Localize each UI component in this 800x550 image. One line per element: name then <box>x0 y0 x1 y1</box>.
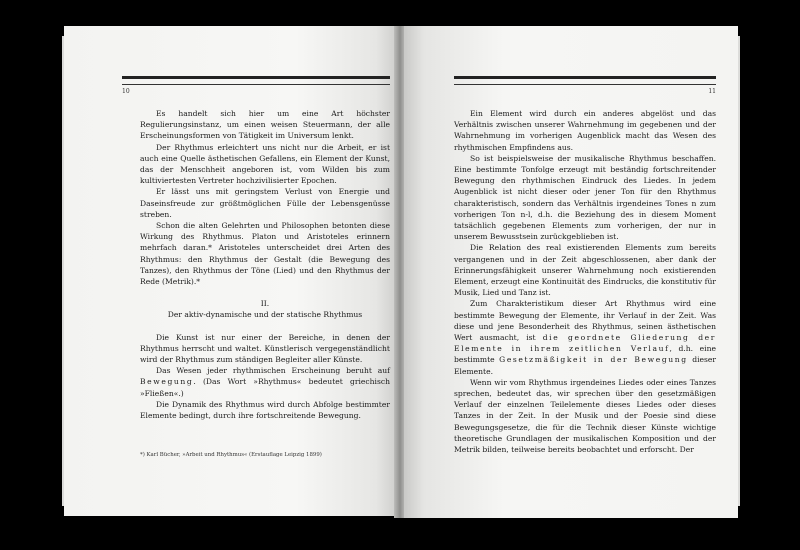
left-header-thin-rule <box>122 84 390 85</box>
left-paragraph-5: Die Kunst ist nur einer der Bereiche, in denen der Rhythmus herrscht und waltet. Künstlerisch vergegenständlicht wird der Rhythmus zum ständigen Begleiter aller Künste. <box>140 332 390 365</box>
right-paragraph-4 <box>454 298 716 376</box>
right-paragraph-4-start: Zum Charakteristikum dieser Art Rhythmus wird eine bestimmte Bewegung der Elemente, ihr Verlauf in der Zeit. Was diese und jene Besonderheit des Rhythmus, seinen ästhetischen Wert ausmacht, ist <box>454 299 716 343</box>
left-paragraph-3: Er lässt uns mit geringstem Verlust von Energie und Daseinsfreude zur größtmöglichen Fülle der Lebensgenüsse streben. <box>140 187 390 219</box>
right-page <box>404 26 738 518</box>
emphasis-gliederung: die geordnete Gliederung der Elemente in ihrem zeitlichen Verlauf <box>454 333 716 354</box>
emphasis-bewegung: Bewegung <box>140 377 194 387</box>
footnote: *) Karl Bücher, »Arbeit und Rhythmus« (Erstauflage Leipzig 1899) <box>140 452 322 458</box>
left-paragraph-4: Schon die alten Gelehrten und Philosophen betonten diese Wirkung des Rhythmus. Platon und Aristoteles erinnern mehrfach daran.* Aristoteles unterscheidet drei Arten des Rhythmus: den Rhythmus der Gestalt (die Bewegung des Tanzes), den Rhythmus der Töne (Lied) und den Rhythmus der Rede (Metrik).* <box>140 221 390 287</box>
right-page-number: 11 <box>708 88 716 95</box>
right-body-text <box>454 108 716 455</box>
right-header-thick-rule <box>454 76 716 79</box>
left-page-number: 10 <box>122 88 130 95</box>
emphasis-gesetzmaessigkeit: Gesetzmäßigkeit in der Bewegung <box>499 355 688 365</box>
left-paragraph-1: Es handelt sich hier um eine Art höchster Regulierungsinstanz, um einen weisen Steuermann, der alle Erscheinungsformen von Tätigkeit im Universum lenkt. <box>140 109 390 141</box>
right-paragraph-2: So ist beispielsweise der musikalische Rhythmus beschaffen. Eine bestimmte Tonfolge erzeugt mit beständig fortschreitender Bewegung den rhythmischen Eindruck des Liedes. In jedem Augenblick ist nicht dieser oder jener Ton für den Rhythmus charakteristisch, sondern das Verhältnis irgendeines Tones n zum vorherigen Ton n-l, d.h. die Beziehung des in diesem Moment tatsächlich gegebenen Elements zum vorherigen, der nur in unserem Bewusstsein zurückgeblieben ist. <box>454 153 716 242</box>
left-paragraph-7: Die Dynamik des Rhythmus wird durch Abfolge bestimmter Elemente bedingt, durch ihre fortschreitende Bewegung. <box>140 399 390 421</box>
left-paragraph-6 <box>140 365 390 399</box>
section-title: Der aktiv-dynamische und der statische Rhythmus <box>167 310 363 320</box>
left-body-text <box>140 108 390 421</box>
right-paragraph-1: Ein Element wird durch ein anderes abgelöst und das Verhältnis zwischen unserer Wahrnehmung im gegebenen und der Wahrnehmung im vorherigen Augenblick macht das Wesen des rhythmischen Empfindens aus. <box>454 109 716 152</box>
left-page <box>64 26 396 516</box>
right-paragraph-4-mid: , d.h. eine bestimmte <box>454 344 716 365</box>
left-header-thick-rule <box>122 76 390 79</box>
left-paragraph-6-start: Das Wesen jeder rhythmischen Erscheinung beruht auf <box>156 366 390 376</box>
left-paragraph-2: Der Rhythmus erleichtert uns nicht nur die Arbeit, er ist auch eine Quelle ästhetischen Gefallens, ein Element der Kunst, das der Menschheit angeboren ist, vom Wilden bis zum kultiviertesten Vertreter hochzivilisierter Epochen. <box>140 142 390 186</box>
right-header-thin-rule <box>454 84 716 85</box>
right-header <box>454 76 716 95</box>
left-paragraph-6-end: . (Das Wort »Rhythmus« bedeutet griechisch »Fließen«.) <box>140 377 390 398</box>
left-header <box>122 76 390 95</box>
right-paragraph-3: Die Relation des real existierenden Elements zum bereits vergangenen und in der Zeit abgeschlossenen, aber dank der Erinnerungsfähigkeit unserer Wahrnehmung noch existierenden Element, erzeugt eine Kontinuität des Eindrucks, die konstitutiv für Musik, Lied und Tanz ist. <box>454 243 716 298</box>
right-paragraph-5: Wenn wir vom Rhythmus irgendeines Liedes oder eines Tanzes sprechen, bedeutet das, wir sprechen über den gesetzmäßigen Verlauf der einzelnen Teilelemente dieses Liedes oder dieses Tanzes in der Zeit. In der Musik und der Poesie sind diese Bewegungsgesetze, die für die Technik dieser Künste wichtige theoretische Grundlagen der musikalischen Komposition und der Metrik bilden, teilweise bereits beobachtet und erforscht. Der <box>454 377 716 455</box>
section-number: II. <box>260 299 270 309</box>
right-paragraph-4-end: dieser Elemente. <box>454 355 717 376</box>
